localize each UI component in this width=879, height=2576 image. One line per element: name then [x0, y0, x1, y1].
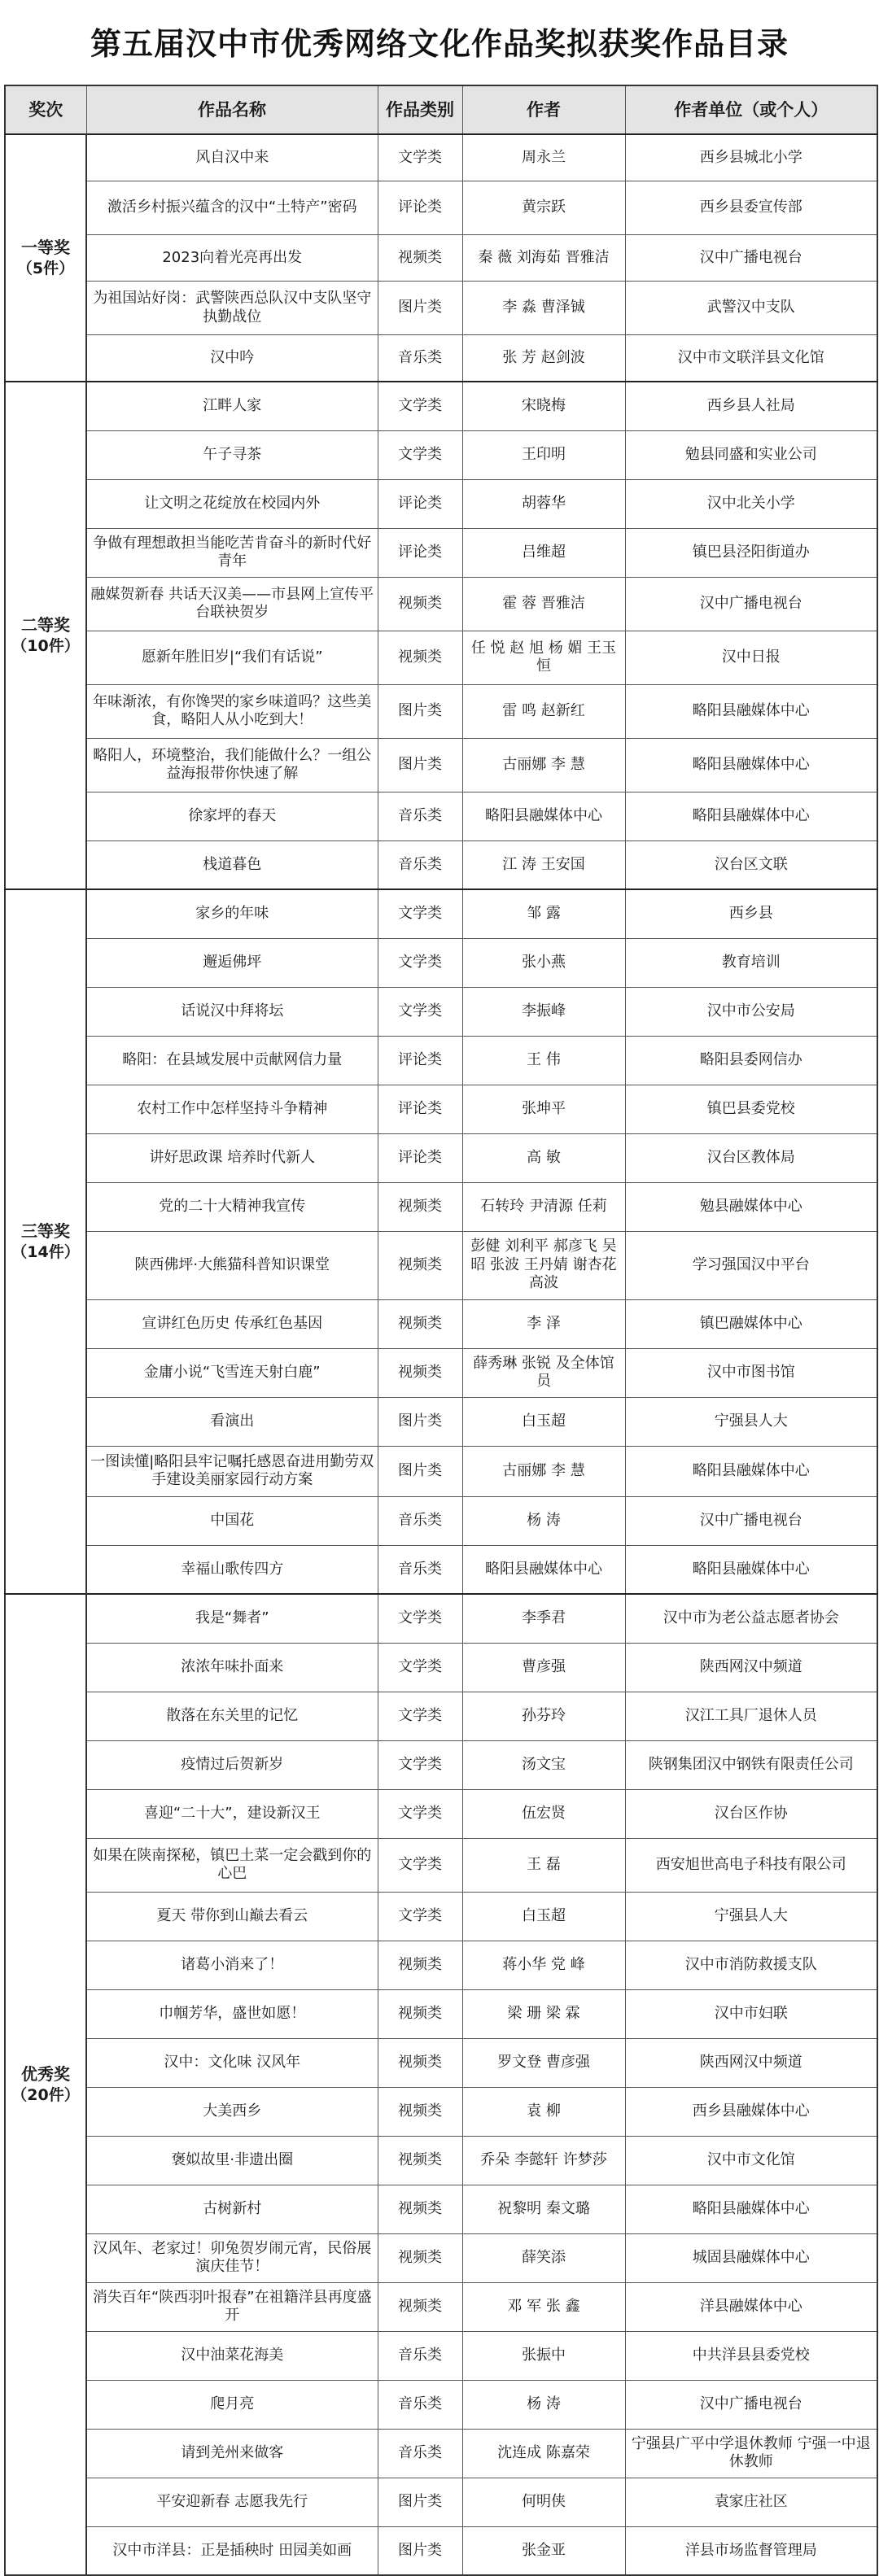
table-row	[5, 1838, 877, 1892]
tier-count: （5件）	[16, 259, 75, 277]
work-name-cell: 家乡的年味	[86, 889, 378, 938]
work-name-cell: 融媒贺新春 共话天汉美——市县网上宣传平台联袂贺岁	[86, 577, 378, 631]
table-row	[5, 2185, 877, 2233]
author-cell: 略阳县融媒体中心	[462, 792, 625, 840]
category-cell: 音乐类	[378, 1545, 462, 1594]
work-name-cell: 午子寻茶	[86, 430, 378, 479]
category-cell: 文学类	[378, 1789, 462, 1838]
category-cell: 视频类	[378, 2087, 462, 2136]
unit-cell: 镇巴融媒体中心	[625, 1299, 877, 1348]
category-cell: 图片类	[378, 2478, 462, 2526]
table-row	[5, 1594, 877, 1643]
table-row	[5, 282, 877, 335]
work-name-cell: 汉中：文化味 汉风年	[86, 2038, 378, 2087]
author-cell: 梁 珊 梁 霖	[462, 1989, 625, 2038]
table-row	[5, 2038, 877, 2087]
unit-cell: 西安旭世高电子科技有限公司	[625, 1838, 877, 1892]
category-cell: 评论类	[378, 528, 462, 577]
author-cell: 任 悦 赵 旭 杨 媚 王玉恒	[462, 631, 625, 684]
column-header-tier: 奖次	[5, 85, 86, 134]
header-row	[5, 85, 877, 134]
column-header-unit: 作者单位（或个人）	[625, 85, 877, 134]
author-cell: 邓 军 张 鑫	[462, 2282, 625, 2331]
tier-count: （20件）	[11, 2085, 80, 2104]
table-row	[5, 840, 877, 889]
work-name-cell: 消失百年“陕西羽叶报春”在祖籍洋县再度盛开	[86, 2282, 378, 2331]
unit-cell: 汉中日报	[625, 631, 877, 684]
unit-cell: 略阳县融媒体中心	[625, 2185, 877, 2233]
work-name-cell: 平安迎新春 志愿我先行	[86, 2478, 378, 2526]
unit-cell: 略阳县融媒体中心	[625, 1446, 877, 1496]
category-cell: 音乐类	[378, 792, 462, 840]
unit-cell: 汉中广播电视台	[625, 577, 877, 631]
work-name-cell: 争做有理想敢担当能吃苦肯奋斗的新时代好青年	[86, 528, 378, 577]
author-cell: 张小燕	[462, 938, 625, 987]
unit-cell: 略阳县融媒体中心	[625, 738, 877, 792]
unit-cell: 汉台区文联	[625, 840, 877, 889]
table-row	[5, 1036, 877, 1085]
category-cell: 音乐类	[378, 2429, 462, 2478]
work-name-cell: 让文明之花绽放在校园内外	[86, 479, 378, 528]
category-cell: 视频类	[378, 1231, 462, 1299]
unit-cell: 略阳县融媒体中心	[625, 684, 877, 738]
table-row	[5, 1231, 877, 1299]
unit-cell: 汉中市消防救援支队	[625, 1941, 877, 1989]
author-cell: 王 伟	[462, 1036, 625, 1085]
author-cell: 黄宗跃	[462, 181, 625, 235]
table-row	[5, 1692, 877, 1740]
table-row	[5, 738, 877, 792]
work-name-cell: 幸福山歌传四方	[86, 1545, 378, 1594]
work-name-cell: 农村工作中怎样坚持斗争精神	[86, 1085, 378, 1133]
category-cell: 评论类	[378, 181, 462, 235]
author-cell: 罗文登 曹彦强	[462, 2038, 625, 2087]
author-cell: 古丽娜 李 慧	[462, 1446, 625, 1496]
work-name-cell: 喜迎“二十大”，建设新汉王	[86, 1789, 378, 1838]
work-name-cell: 中国花	[86, 1496, 378, 1545]
unit-cell: 宁强县人大	[625, 1892, 877, 1941]
table-row	[5, 2478, 877, 2526]
table-header	[5, 85, 877, 134]
unit-cell: 汉中市妇联	[625, 1989, 877, 2038]
table-row	[5, 1182, 877, 1231]
author-cell: 秦 薇 刘海茹 晋雅洁	[462, 235, 625, 282]
work-name-cell: 陕西佛坪·大熊猫科普知识课堂	[86, 1231, 378, 1299]
author-cell: 宋晓梅	[462, 382, 625, 430]
tier-name: 优秀奖	[21, 2063, 70, 2084]
author-cell: 孙芬玲	[462, 1692, 625, 1740]
work-name-cell: 宣讲红色历史 传承红色基因	[86, 1299, 378, 1348]
unit-cell: 汉中市为老公益志愿者协会	[625, 1594, 877, 1643]
category-cell: 文学类	[378, 1892, 462, 1941]
author-cell: 汤文宝	[462, 1740, 625, 1789]
table-row	[5, 2331, 877, 2380]
work-name-cell: 激活乡村振兴蕴含的汉中“土特产”密码	[86, 181, 378, 235]
tier-cell	[5, 1594, 86, 2575]
author-cell: 杨 涛	[462, 1496, 625, 1545]
work-name-cell: 看演出	[86, 1397, 378, 1446]
author-cell: 白玉超	[462, 1892, 625, 1941]
author-cell: 王印明	[462, 430, 625, 479]
table-row	[5, 1446, 877, 1496]
category-cell: 图片类	[378, 1397, 462, 1446]
unit-cell: 中共洋县县委党校	[625, 2331, 877, 2380]
author-cell: 张金亚	[462, 2526, 625, 2575]
unit-cell: 学习强国汉中平台	[625, 1231, 877, 1299]
author-cell: 邹 露	[462, 889, 625, 938]
unit-cell: 洋县融媒体中心	[625, 2282, 877, 2331]
work-name-cell: 话说汉中拜将坛	[86, 987, 378, 1036]
table-row	[5, 1643, 877, 1692]
tier-count: （10件）	[11, 636, 80, 655]
table-row	[5, 938, 877, 987]
category-cell: 视频类	[378, 2282, 462, 2331]
table-row	[5, 382, 877, 430]
work-name-cell: 栈道暮色	[86, 840, 378, 889]
author-cell: 略阳县融媒体中心	[462, 1545, 625, 1594]
category-cell: 音乐类	[378, 335, 462, 382]
work-name-cell: 疫情过后贺新岁	[86, 1740, 378, 1789]
category-cell: 文学类	[378, 987, 462, 1036]
table-row	[5, 430, 877, 479]
award-table	[4, 85, 878, 2576]
author-cell: 李振峰	[462, 987, 625, 1036]
work-name-cell: 如果在陕南探秘，镇巴土菜一定会戳到你的心巴	[86, 1838, 378, 1892]
author-cell: 吕维超	[462, 528, 625, 577]
tier-cell	[5, 889, 86, 1594]
author-cell: 白玉超	[462, 1397, 625, 1446]
unit-cell: 汉中北关小学	[625, 479, 877, 528]
work-name-cell: 浓浓年味扑面来	[86, 1643, 378, 1692]
category-cell: 视频类	[378, 1348, 462, 1397]
tier-name: 三等奖	[21, 1220, 70, 1241]
author-cell: 张振中	[462, 2331, 625, 2380]
category-cell: 评论类	[378, 1085, 462, 1133]
table-row	[5, 1299, 877, 1348]
unit-cell: 陕西网汉中频道	[625, 2038, 877, 2087]
work-name-cell: 风自汉中来	[86, 134, 378, 181]
table-row	[5, 134, 877, 181]
work-name-cell: 汉中吟	[86, 335, 378, 382]
work-name-cell: 徐家坪的春天	[86, 792, 378, 840]
author-cell: 杨 涛	[462, 2380, 625, 2429]
work-name-cell: 我是“舞者”	[86, 1594, 378, 1643]
unit-cell: 汉台区教体局	[625, 1133, 877, 1182]
category-cell: 文学类	[378, 1740, 462, 1789]
work-name-cell: 略阳：在县域发展中贡献网信力量	[86, 1036, 378, 1085]
author-cell: 王 磊	[462, 1838, 625, 1892]
work-name-cell: 略阳人，环境整治，我们能做什么？一组公益海报带你快速了解	[86, 738, 378, 792]
table-row	[5, 2380, 877, 2429]
unit-cell: 勉县融媒体中心	[625, 1182, 877, 1231]
work-name-cell: 愿新年胜旧岁|“我们有话说”	[86, 631, 378, 684]
work-name-cell: 一图读懂|略阳县牢记嘱托感恩奋进用勤劳双手建设美丽家园行动方案	[86, 1446, 378, 1496]
table-row	[5, 792, 877, 840]
table-row	[5, 1941, 877, 1989]
table-row	[5, 1892, 877, 1941]
author-cell: 江 涛 王安国	[462, 840, 625, 889]
category-cell: 评论类	[378, 479, 462, 528]
author-cell: 霍 蓉 晋雅洁	[462, 577, 625, 631]
category-cell: 文学类	[378, 938, 462, 987]
unit-cell: 汉中市公安局	[625, 987, 877, 1036]
category-cell: 图片类	[378, 684, 462, 738]
table-row	[5, 1545, 877, 1594]
unit-cell: 汉中市文化馆	[625, 2136, 877, 2185]
table-row	[5, 1789, 877, 1838]
category-cell: 图片类	[378, 282, 462, 335]
table-row	[5, 2526, 877, 2575]
category-cell: 文学类	[378, 1692, 462, 1740]
unit-cell: 宁强县人大	[625, 1397, 877, 1446]
work-name-cell: 2023向着光亮再出发	[86, 235, 378, 282]
table-row	[5, 1496, 877, 1545]
author-cell: 蒋小华 党 峰	[462, 1941, 625, 1989]
unit-cell: 陕钢集团汉中钢铁有限责任公司	[625, 1740, 877, 1789]
unit-cell: 汉中市图书馆	[625, 1348, 877, 1397]
unit-cell: 教育培训	[625, 938, 877, 987]
unit-cell: 西乡县委宣传部	[625, 181, 877, 235]
unit-cell: 汉中广播电视台	[625, 235, 877, 282]
work-name-cell: 散落在东关里的记忆	[86, 1692, 378, 1740]
work-name-cell: 褒姒故里·非遗出圈	[86, 2136, 378, 2185]
page-title: 第五届汉中市优秀网络文化作品奖拟获奖作品目录	[90, 25, 789, 62]
column-header-category: 作品类别	[378, 85, 462, 134]
author-cell: 周永兰	[462, 134, 625, 181]
category-cell: 视频类	[378, 235, 462, 282]
category-cell: 文学类	[378, 134, 462, 181]
work-name-cell: 夏天 带你到山巅去看云	[86, 1892, 378, 1941]
table-row	[5, 1085, 877, 1133]
category-cell: 文学类	[378, 1594, 462, 1643]
work-name-cell: 大美西乡	[86, 2087, 378, 2136]
table-row	[5, 684, 877, 738]
category-cell: 音乐类	[378, 2331, 462, 2380]
work-name-cell: 汉风年、老家过！卯兔贺岁闹元宵，民俗展演庆佳节！	[86, 2233, 378, 2282]
unit-cell: 略阳县融媒体中心	[625, 792, 877, 840]
author-cell: 李 淼 曹泽铖	[462, 282, 625, 335]
author-cell: 祝黎明 秦文璐	[462, 2185, 625, 2233]
table-row	[5, 2429, 877, 2478]
unit-cell: 袁家庄社区	[625, 2478, 877, 2526]
category-cell: 音乐类	[378, 1496, 462, 1545]
unit-cell: 勉县同盛和实业公司	[625, 430, 877, 479]
table-row	[5, 2087, 877, 2136]
unit-cell: 汉江工具厂退休人员	[625, 1692, 877, 1740]
tier-cell	[5, 382, 86, 889]
author-cell: 薛秀琳 张锐 及全体馆员	[462, 1348, 625, 1397]
unit-cell: 略阳县融媒体中心	[625, 1545, 877, 1594]
category-cell: 视频类	[378, 1299, 462, 1348]
category-cell: 视频类	[378, 631, 462, 684]
work-name-cell: 党的二十大精神我宣传	[86, 1182, 378, 1231]
category-cell: 文学类	[378, 1838, 462, 1892]
author-cell: 雷 鸣 赵新红	[462, 684, 625, 738]
category-cell: 视频类	[378, 2233, 462, 2282]
unit-cell: 汉中广播电视台	[625, 2380, 877, 2429]
category-cell: 视频类	[378, 2038, 462, 2087]
author-cell: 张 芳 赵剑波	[462, 335, 625, 382]
work-name-cell: 讲好思政课 培养时代新人	[86, 1133, 378, 1182]
table-row	[5, 335, 877, 382]
work-name-cell: 古树新村	[86, 2185, 378, 2233]
author-cell: 彭健 刘利平 郝彦飞 吴昭 张波 王丹婧 谢杏花 高波	[462, 1231, 625, 1299]
table-row	[5, 2282, 877, 2331]
category-cell: 文学类	[378, 382, 462, 430]
work-name-cell: 请到羌州来做客	[86, 2429, 378, 2478]
table-row	[5, 2136, 877, 2185]
unit-cell: 武警汉中支队	[625, 282, 877, 335]
work-name-cell: 邂逅佛坪	[86, 938, 378, 987]
table-row	[5, 528, 877, 577]
author-cell: 乔朵 李懿轩 许梦莎	[462, 2136, 625, 2185]
unit-cell: 洋县市场监督管理局	[625, 2526, 877, 2575]
unit-cell: 略阳县委网信办	[625, 1036, 877, 1085]
work-name-cell: 诸葛小消来了！	[86, 1941, 378, 1989]
table-row	[5, 181, 877, 235]
unit-cell: 陕西网汉中频道	[625, 1643, 877, 1692]
category-cell: 文学类	[378, 430, 462, 479]
tier-cell	[5, 134, 86, 382]
category-cell: 视频类	[378, 1182, 462, 1231]
unit-cell: 汉中市文联洋县文化馆	[625, 335, 877, 382]
table-row	[5, 1397, 877, 1446]
category-cell: 音乐类	[378, 840, 462, 889]
table-row	[5, 2233, 877, 2282]
table-row	[5, 1348, 877, 1397]
table-row	[5, 1740, 877, 1789]
author-cell: 高 敏	[462, 1133, 625, 1182]
unit-cell: 城固县融媒体中心	[625, 2233, 877, 2282]
author-cell: 薛笑添	[462, 2233, 625, 2282]
tier-name: 一等奖	[21, 237, 70, 257]
author-cell: 曹彦强	[462, 1643, 625, 1692]
work-name-cell: 汉中市洋县：正是插秧时 田园美如画	[86, 2526, 378, 2575]
category-cell: 评论类	[378, 1133, 462, 1182]
category-cell: 视频类	[378, 577, 462, 631]
author-cell: 沈连成 陈嘉荣	[462, 2429, 625, 2478]
table-row	[5, 631, 877, 684]
category-cell: 视频类	[378, 2136, 462, 2185]
unit-cell: 镇巴县泾阳街道办	[625, 528, 877, 577]
unit-cell: 汉中广播电视台	[625, 1496, 877, 1545]
category-cell: 视频类	[378, 1941, 462, 1989]
unit-cell: 宁强县广平中学退休教师 宁强一中退休教师	[625, 2429, 877, 2478]
category-cell: 视频类	[378, 2185, 462, 2233]
author-cell: 石转玲 尹清源 任莉	[462, 1182, 625, 1231]
category-cell: 文学类	[378, 1643, 462, 1692]
unit-cell: 镇巴县委党校	[625, 1085, 877, 1133]
unit-cell: 西乡县人社局	[625, 382, 877, 430]
author-cell: 胡蓉华	[462, 479, 625, 528]
work-name-cell: 金庸小说“飞雪连天射白鹿”	[86, 1348, 378, 1397]
table-row	[5, 479, 877, 528]
tier-count: （14件）	[11, 1242, 80, 1261]
table-row	[5, 235, 877, 282]
author-cell: 李季君	[462, 1594, 625, 1643]
author-cell: 李 泽	[462, 1299, 625, 1348]
table-row	[5, 1989, 877, 2038]
work-name-cell: 为祖国站好岗：武警陕西总队汉中支队坚守执勤战位	[86, 282, 378, 335]
column-header-author: 作者	[462, 85, 625, 134]
author-cell: 古丽娜 李 慧	[462, 738, 625, 792]
unit-cell: 汉台区作协	[625, 1789, 877, 1838]
author-cell: 袁 柳	[462, 2087, 625, 2136]
table-row	[5, 889, 877, 938]
unit-cell: 西乡县	[625, 889, 877, 938]
category-cell: 音乐类	[378, 2380, 462, 2429]
author-cell: 张坤平	[462, 1085, 625, 1133]
unit-cell: 西乡县融媒体中心	[625, 2087, 877, 2136]
work-name-cell: 巾帼芳华，盛世如愿！	[86, 1989, 378, 2038]
category-cell: 评论类	[378, 1036, 462, 1085]
category-cell: 文学类	[378, 889, 462, 938]
work-name-cell: 年味渐浓，有你馋哭的家乡味道吗？这些美食，略阳人从小吃到大！	[86, 684, 378, 738]
work-name-cell: 江畔人家	[86, 382, 378, 430]
tier-name: 二等奖	[21, 614, 70, 635]
author-cell: 何明侠	[462, 2478, 625, 2526]
work-name-cell: 汉中油菜花海美	[86, 2331, 378, 2380]
category-cell: 图片类	[378, 1446, 462, 1496]
work-name-cell: 爬月亮	[86, 2380, 378, 2429]
column-header-work: 作品名称	[86, 85, 378, 134]
table-body	[5, 134, 877, 2575]
table-row	[5, 987, 877, 1036]
category-cell: 图片类	[378, 738, 462, 792]
table-row	[5, 1133, 877, 1182]
unit-cell: 西乡县城北小学	[625, 134, 877, 181]
category-cell: 视频类	[378, 1989, 462, 2038]
author-cell: 伍宏贤	[462, 1789, 625, 1838]
category-cell: 图片类	[378, 2526, 462, 2575]
table-row	[5, 577, 877, 631]
